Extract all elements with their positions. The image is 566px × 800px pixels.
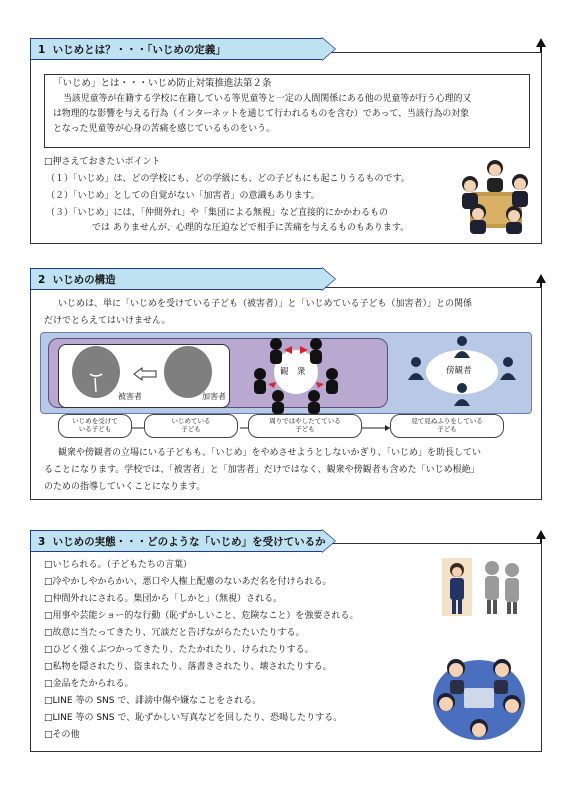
section1-heading: 1 いじめとは？・・・「いじめの定義」	[38, 44, 226, 56]
structure-intro-line: だけでとらえてはいけません。	[44, 316, 171, 326]
point-item: （１）「いじめ」は、どの学校にも、どの学級にも、どの子どもにも起こりうるものです。	[46, 174, 410, 184]
students-group-illustration	[456, 156, 534, 234]
section3-heading: 3 いじめの実態・・・どのような「いじめ」を受けているか	[38, 536, 326, 548]
victim-label: 被害者	[118, 392, 142, 401]
section2-heading: 2 いじめの構造	[38, 274, 116, 286]
students-smartphone-illustration	[430, 648, 528, 744]
bullying-item: □故意に当たってきたり、冗談だと告げながらたたいたりする。	[44, 628, 305, 638]
structure-intro-line: いじめは、単に「いじめを受けている子ども（被害者）」と「いじめている子ども（加害者）」との関係	[58, 299, 473, 309]
perpetrator-label: 加害者	[202, 392, 226, 401]
section3-heading-banner	[30, 530, 336, 552]
role-perpetrator-pill: いじめている 子ども	[144, 414, 238, 438]
bullying-structure-diagram	[40, 332, 530, 422]
definition-line: となった児童等が心身の苦痛を感じているものをいう。	[53, 124, 275, 134]
bullying-item: □LINE 等の SNS で、恥ずかしい写真などを回したり、恐喝したりする。	[44, 713, 343, 723]
section2-heading-banner	[30, 268, 336, 290]
definition-title: 「いじめ」とは・・・いじめ防止対策推進法第２条	[53, 78, 272, 89]
point-item: （３）「いじめ」には、「仲間外れ」や「集団による無視」など直接的にかかわるもの	[46, 208, 389, 218]
bullying-item: □用事や芸能ショー的な行動（恥ずかしいこと、危険なこと）を強要される。	[44, 611, 359, 621]
role-audience-pill: 周りではやしたてている 子ども	[248, 414, 362, 438]
bullying-item: □私物を隠されたり、盗まれたり、落書きされたり、壊されたりする。	[44, 662, 332, 672]
point-item: では ありませんが、心理的な圧迫などで相手に苦痛を与えるものもあります。	[92, 223, 410, 233]
arrow-left-icon	[132, 366, 158, 382]
audience-label: 観 衆	[280, 367, 306, 377]
points-title: □押さえておきたいポイント	[44, 157, 161, 167]
definition-box	[44, 74, 530, 148]
bullying-item: □冷やかしやからかい、悪口や人権上配慮のないあだ名を付けられる。	[44, 577, 332, 587]
bullying-item: □LINE 等の SNS で、誹謗中傷や嫌なことをされる。	[44, 696, 262, 706]
isolated-student-illustration	[440, 556, 528, 618]
victim-silhouette	[68, 346, 124, 406]
definition-line: 当該児童等が在籍する学校に在籍している等児童等と一定の人間関係にある他の児童等が行う心理的又	[63, 94, 472, 104]
definition-line: は物理的な影響を与える行為（インターネットを通じて行われるものを含む）であって、当該行為の対象	[53, 109, 470, 119]
structure-body-line: のための指導していくことになります。	[44, 482, 206, 492]
section1-heading-banner	[30, 38, 336, 60]
structure-body-line: ることになります。学校では、「被害者」と「加害者」だけではなく、観衆や傍観者も含めた「いじめ根絶」	[44, 465, 480, 475]
bullying-item: □仲間外れにされる。集団から「しかと」（無視）される。	[44, 594, 283, 604]
bullying-item: □いじられる。（子どもたちの言葉）	[44, 560, 193, 570]
structure-body-line: 観衆や傍観者の立場にいる子どもも、「いじめ」をやめさせようとしないかぎり、「いじめ」を助長してい	[58, 448, 482, 458]
bullying-item: □ひどく強くぶつかってきたり、たたかれたり、けられたりする。	[44, 645, 314, 655]
role-victim-pill: いじめを受けて いる子ども	[58, 414, 132, 438]
bystander-label: 傍観者	[446, 366, 472, 376]
point-item: （２）「いじめ」としての自覚がない「加害者」の意識もあります。	[46, 191, 320, 201]
bullying-item: □金品をたかられる。	[44, 679, 134, 689]
bystander-ring	[402, 336, 522, 408]
bullying-item: □その他	[44, 730, 80, 740]
role-bystander-pill: 見て見ぬふりをしている 子ども	[390, 414, 504, 438]
